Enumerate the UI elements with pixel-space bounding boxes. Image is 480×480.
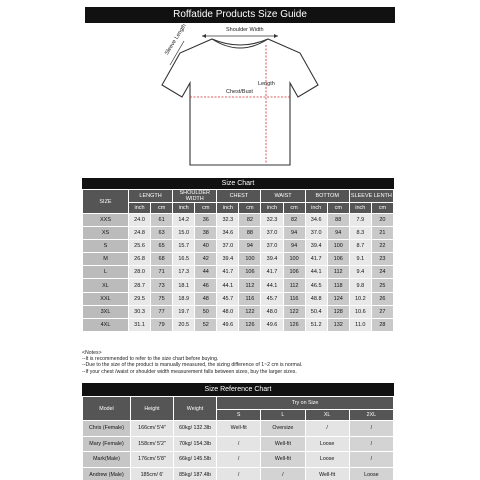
value-cell: 25 bbox=[371, 279, 393, 292]
value-cell: 37.0 bbox=[261, 240, 283, 253]
table-row bbox=[83, 266, 394, 279]
try-on-size-header: XL bbox=[305, 410, 349, 421]
table-row bbox=[83, 305, 394, 318]
value-cell: Oversize bbox=[261, 421, 305, 437]
value-cell: 16.5 bbox=[173, 253, 195, 266]
value-cell: 50.4 bbox=[305, 305, 327, 318]
unit-header: inch bbox=[261, 203, 283, 214]
value-cell: 42 bbox=[195, 253, 217, 266]
value-cell: 73 bbox=[151, 279, 173, 292]
value-cell: 28.0 bbox=[129, 266, 151, 279]
reference-chart-table bbox=[82, 396, 394, 480]
size-chart bbox=[82, 178, 394, 332]
value-cell: 28 bbox=[371, 318, 393, 331]
size-cell: 4XL bbox=[83, 318, 129, 331]
try-on-size-header: L bbox=[261, 410, 305, 421]
value-cell: 100 bbox=[327, 240, 349, 253]
value-cell: 39.4 bbox=[305, 240, 327, 253]
size-header: SIZE bbox=[83, 190, 129, 214]
table-row bbox=[83, 292, 394, 305]
value-cell: 9.4 bbox=[349, 266, 371, 279]
value-cell: 176cm/ 5'8" bbox=[131, 452, 174, 468]
value-cell: 9.8 bbox=[349, 279, 371, 292]
try-on-header: Try on Size bbox=[217, 397, 394, 410]
value-cell: 45.7 bbox=[261, 292, 283, 305]
unit-header: cm bbox=[195, 203, 217, 214]
unit-header: inch bbox=[349, 203, 371, 214]
reference-chart-title: Size Reference Chart bbox=[82, 383, 394, 396]
value-cell: 8.3 bbox=[349, 227, 371, 240]
value-cell: Well-fit bbox=[305, 467, 349, 480]
value-cell: 88 bbox=[327, 214, 349, 227]
value-cell: / bbox=[217, 467, 261, 480]
value-cell: Loose bbox=[305, 436, 349, 452]
table-row bbox=[83, 467, 394, 480]
value-cell: 100 bbox=[239, 253, 261, 266]
value-cell: 27 bbox=[371, 305, 393, 318]
length-label: Length bbox=[258, 81, 275, 87]
value-cell: 51.2 bbox=[305, 318, 327, 331]
size-cell: 3XL bbox=[83, 305, 129, 318]
value-cell: 63 bbox=[151, 227, 173, 240]
value-cell: 94 bbox=[283, 227, 305, 240]
unit-header: cm bbox=[283, 203, 305, 214]
value-cell: 48 bbox=[195, 292, 217, 305]
size-cell: XL bbox=[83, 279, 129, 292]
sleeve-length-label: Sleeve Length bbox=[164, 23, 188, 57]
value-cell: Well-fit bbox=[217, 421, 261, 437]
value-cell: 94 bbox=[327, 227, 349, 240]
try-on-size-header: 2XL bbox=[349, 410, 393, 421]
value-cell: 85kg/ 187.4lb bbox=[174, 467, 217, 480]
size-cell: XXS bbox=[83, 214, 129, 227]
value-cell: 30.3 bbox=[129, 305, 151, 318]
value-cell: 37.0 bbox=[217, 240, 239, 253]
value-cell: 20 bbox=[371, 214, 393, 227]
value-cell: 44.1 bbox=[261, 279, 283, 292]
value-cell: 50 bbox=[195, 305, 217, 318]
model-header: Model bbox=[83, 397, 131, 421]
value-cell: Loose bbox=[349, 467, 393, 480]
group-header: WAIST bbox=[261, 190, 305, 203]
chest-bust-label: Chest/Bust bbox=[226, 89, 253, 95]
value-cell: 9.1 bbox=[349, 253, 371, 266]
value-cell: 41.7 bbox=[305, 253, 327, 266]
value-cell: 40 bbox=[195, 240, 217, 253]
size-cell: S bbox=[83, 240, 129, 253]
note-line: --It is recommended to refer to the size chart before buying. bbox=[82, 356, 219, 363]
value-cell: Well-fit bbox=[261, 436, 305, 452]
value-cell: Loose bbox=[305, 452, 349, 468]
value-cell: 126 bbox=[239, 318, 261, 331]
value-cell: 44.1 bbox=[217, 279, 239, 292]
value-cell: 60kg/ 132.3lb bbox=[174, 421, 217, 437]
model-cell: Chris (Female) bbox=[83, 421, 131, 437]
value-cell: / bbox=[349, 436, 393, 452]
unit-header: cm bbox=[371, 203, 393, 214]
value-cell: 23 bbox=[371, 253, 393, 266]
table-row bbox=[83, 421, 394, 437]
value-cell: 48.8 bbox=[305, 292, 327, 305]
size-reference-chart bbox=[82, 383, 394, 480]
table-row bbox=[83, 279, 394, 292]
size-cell: XS bbox=[83, 227, 129, 240]
model-cell: Mary (Female) bbox=[83, 436, 131, 452]
value-cell: 124 bbox=[327, 292, 349, 305]
unit-header: inch bbox=[129, 203, 151, 214]
unit-header: cm bbox=[239, 203, 261, 214]
value-cell: 100 bbox=[283, 253, 305, 266]
value-cell: 166cm/ 5'4" bbox=[131, 421, 174, 437]
value-cell: 49.6 bbox=[217, 318, 239, 331]
value-cell: 122 bbox=[239, 305, 261, 318]
group-header: CHEST bbox=[217, 190, 261, 203]
table-row bbox=[83, 253, 394, 266]
group-header: LENGTH bbox=[129, 190, 173, 203]
value-cell: 7.9 bbox=[349, 214, 371, 227]
value-cell: 39.4 bbox=[217, 253, 239, 266]
value-cell: 19.7 bbox=[173, 305, 195, 318]
value-cell: 77 bbox=[151, 305, 173, 318]
value-cell: / bbox=[349, 421, 393, 437]
value-cell: 44 bbox=[195, 266, 217, 279]
value-cell: 17.3 bbox=[173, 266, 195, 279]
value-cell: 41.7 bbox=[261, 266, 283, 279]
value-cell: 61 bbox=[151, 214, 173, 227]
value-cell: / bbox=[217, 452, 261, 468]
value-cell: 31.1 bbox=[129, 318, 151, 331]
size-cell: L bbox=[83, 266, 129, 279]
value-cell: 75 bbox=[151, 292, 173, 305]
value-cell: 11.0 bbox=[349, 318, 371, 331]
value-cell: 18.1 bbox=[173, 279, 195, 292]
unit-header: inch bbox=[217, 203, 239, 214]
value-cell: 126 bbox=[283, 318, 305, 331]
table-row bbox=[83, 318, 394, 331]
value-cell: 94 bbox=[239, 240, 261, 253]
unit-header: cm bbox=[327, 203, 349, 214]
value-cell: 46.5 bbox=[305, 279, 327, 292]
value-cell: 65 bbox=[151, 240, 173, 253]
value-cell: 48.0 bbox=[217, 305, 239, 318]
note-line: --Due to the size of the product is manually measured, the sizing difference of 1~2 cm is normal. bbox=[82, 362, 303, 369]
value-cell: 79 bbox=[151, 318, 173, 331]
value-cell: 34.6 bbox=[217, 227, 239, 240]
size-cell: XXL bbox=[83, 292, 129, 305]
value-cell: 116 bbox=[239, 292, 261, 305]
value-cell: 66kg/ 145.5lb bbox=[174, 452, 217, 468]
value-cell: 18.9 bbox=[173, 292, 195, 305]
value-cell: 158cm/ 5'2" bbox=[131, 436, 174, 452]
value-cell: 28.7 bbox=[129, 279, 151, 292]
value-cell: 82 bbox=[239, 214, 261, 227]
model-cell: Andrew (Male) bbox=[83, 467, 131, 480]
value-cell: 116 bbox=[283, 292, 305, 305]
size-chart-table bbox=[82, 189, 394, 332]
value-cell: 122 bbox=[283, 305, 305, 318]
value-cell: 112 bbox=[283, 279, 305, 292]
unit-header: cm bbox=[151, 203, 173, 214]
value-cell: 32.3 bbox=[217, 214, 239, 227]
value-cell: 15.0 bbox=[173, 227, 195, 240]
value-cell: 37.0 bbox=[261, 227, 283, 240]
value-cell: 24.0 bbox=[129, 214, 151, 227]
value-cell: 118 bbox=[327, 279, 349, 292]
value-cell: 26.8 bbox=[129, 253, 151, 266]
value-cell: 185cm/ 6' bbox=[131, 467, 174, 480]
value-cell: 34.6 bbox=[305, 214, 327, 227]
value-cell: 41.7 bbox=[217, 266, 239, 279]
shoulder-width-label: Shoulder Width bbox=[226, 27, 264, 33]
notes bbox=[82, 350, 412, 375]
value-cell: 37.0 bbox=[305, 227, 327, 240]
size-chart-title: Size Chart bbox=[82, 178, 394, 189]
table-row bbox=[83, 214, 394, 227]
unit-header: inch bbox=[305, 203, 327, 214]
value-cell: 24 bbox=[371, 266, 393, 279]
value-cell: 128 bbox=[327, 305, 349, 318]
value-cell: 32.3 bbox=[261, 214, 283, 227]
size-cell: M bbox=[83, 253, 129, 266]
unit-header: inch bbox=[173, 203, 195, 214]
value-cell: 45.7 bbox=[217, 292, 239, 305]
table-row bbox=[83, 227, 394, 240]
model-cell: Mark(Male) bbox=[83, 452, 131, 468]
value-cell: 24.8 bbox=[129, 227, 151, 240]
note-line: --If your chest /waist or shoulder width measurement falls between sizes, buy the larger sizes. bbox=[82, 368, 297, 375]
page-title: Roffatide Products Size Guide bbox=[85, 7, 395, 23]
value-cell: 49.6 bbox=[261, 318, 283, 331]
value-cell: / bbox=[349, 452, 393, 468]
try-on-size-header: S bbox=[217, 410, 261, 421]
value-cell: 10.2 bbox=[349, 292, 371, 305]
value-cell: 48.0 bbox=[261, 305, 283, 318]
value-cell: 22 bbox=[371, 240, 393, 253]
group-header: SLEEVE LENTH bbox=[349, 190, 393, 203]
value-cell: 70kg/ 154.3lb bbox=[174, 436, 217, 452]
value-cell: 44.1 bbox=[305, 266, 327, 279]
value-cell: 21 bbox=[371, 227, 393, 240]
value-cell: 88 bbox=[239, 227, 261, 240]
table-row bbox=[83, 452, 394, 468]
table-row bbox=[83, 240, 394, 253]
value-cell: 68 bbox=[151, 253, 173, 266]
value-cell: 39.4 bbox=[261, 253, 283, 266]
value-cell: 94 bbox=[283, 240, 305, 253]
value-cell: Well-fit bbox=[261, 452, 305, 468]
value-cell: 36 bbox=[195, 214, 217, 227]
value-cell: 10.6 bbox=[349, 305, 371, 318]
value-cell: 8.7 bbox=[349, 240, 371, 253]
group-header: SHOULDER WIDTH bbox=[173, 190, 217, 203]
value-cell: 106 bbox=[283, 266, 305, 279]
value-cell: 26 bbox=[371, 292, 393, 305]
value-cell: / bbox=[261, 467, 305, 480]
value-cell: 20.5 bbox=[173, 318, 195, 331]
value-cell: 106 bbox=[239, 266, 261, 279]
value-cell: 112 bbox=[239, 279, 261, 292]
value-cell: 82 bbox=[283, 214, 305, 227]
value-cell: 15.7 bbox=[173, 240, 195, 253]
value-cell: 46 bbox=[195, 279, 217, 292]
value-cell: 38 bbox=[195, 227, 217, 240]
tshirt-diagram bbox=[150, 25, 330, 175]
tshirt-outline-icon bbox=[150, 25, 330, 175]
height-header: Height bbox=[131, 397, 174, 421]
value-cell: 71 bbox=[151, 266, 173, 279]
value-cell: 112 bbox=[327, 266, 349, 279]
value-cell: / bbox=[305, 421, 349, 437]
value-cell: / bbox=[217, 436, 261, 452]
value-cell: 14.2 bbox=[173, 214, 195, 227]
value-cell: 25.6 bbox=[129, 240, 151, 253]
value-cell: 29.5 bbox=[129, 292, 151, 305]
value-cell: 106 bbox=[327, 253, 349, 266]
value-cell: 132 bbox=[327, 318, 349, 331]
weight-header: Weight bbox=[174, 397, 217, 421]
value-cell: 52 bbox=[195, 318, 217, 331]
notes-heading: <Notes> bbox=[82, 350, 102, 356]
table-row bbox=[83, 436, 394, 452]
group-header: BOTTOM bbox=[305, 190, 349, 203]
